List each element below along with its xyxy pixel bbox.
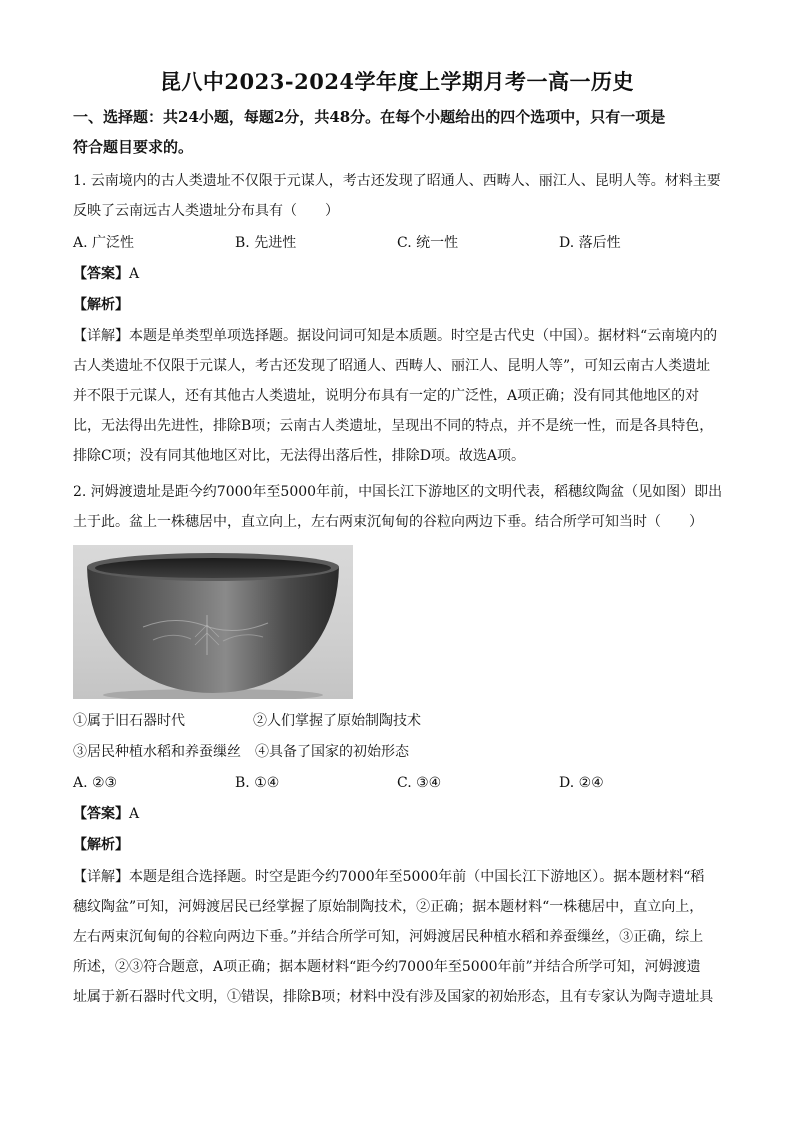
option-c: C. 统一性 — [397, 235, 459, 251]
answer-label: 【答案】 — [73, 266, 129, 282]
detail-line: 比，无法得出先进性，排除B项；云南古人类遗址，呈现出不同的特点，并不是统一性，而是各具特色， — [73, 418, 714, 434]
page-title: 昆八中2023-2024学年度上学期月考一高一历史 — [159, 69, 635, 94]
question-2-statements-1 — [73, 706, 733, 736]
detail-line: 【详解】本题是组合选择题。时空是距今约7000年至5000年前（中国长江下游地区）。据本题材料“稻 — [73, 869, 705, 885]
option-b: B. ①④ — [235, 775, 280, 791]
answer-label: 【答案】 — [73, 806, 129, 822]
detail-line: 【详解】本题是单类型单项选择题。据设问词可知是本质题。时空是古代史（中国）。据材料“云南境内的 — [73, 328, 718, 344]
statement-3-4: ③居民种植水稻和养蚕缫丝 ④具备了国家的初始形态 — [73, 744, 409, 760]
question-2-options — [73, 768, 733, 798]
detail-line: 古人类遗址不仅限于元谋人，考古还发现了昭通人、西畴人、丽江人、昆明人等”，可知云南古人类遗址 — [73, 358, 711, 374]
detail-line: 左右两束沉甸甸的谷粒向两边下垂。”并结合所学可知，河姆渡居民种植水稻和养蚕缫丝，③正确，综上 — [73, 929, 704, 945]
answer-2 — [73, 799, 139, 829]
section-heading-line: 符合题目要求的。 — [73, 138, 194, 156]
detail-line: 并不限于元谋人，还有其他古人类遗址，说明分布具有一定的广泛性，A项正确；没有同其他地区的对 — [73, 388, 700, 404]
analysis-2-label: 【解析】 — [73, 837, 129, 853]
option-c: C. ③④ — [397, 775, 442, 791]
question-1-stem — [73, 166, 723, 226]
option-a: A. ②③ — [73, 775, 118, 791]
detail-line: 址属于新石器时代文明，①错误，排除B项；材料中没有涉及国家的初始形态，且有专家认为陶寺遗址具 — [73, 989, 714, 1005]
rice-pattern-pottery-bowl-photo — [73, 545, 353, 699]
question-line: 1. 云南境内的古人类遗址不仅限于元谋人，考古还发现了昭通人、西畴人、丽江人、昆明人等。材料主要 — [73, 173, 721, 189]
detail-line: 所述，②③符合题意，A项正确；据本题材料“距今约7000年至5000年前”并结合所学可知，河姆渡遗 — [73, 959, 701, 975]
pottery-bowl-image — [73, 545, 353, 699]
statement-2: ②人们掌握了原始制陶技术 — [253, 713, 421, 729]
analysis-1-label: 【解析】 — [73, 297, 129, 313]
option-b: B. 先进性 — [235, 235, 297, 251]
section-heading — [73, 102, 723, 162]
question-line: 土于此。盆上一株穗居中，直立向上，左右两束沉甸甸的谷粒向两边下垂。结合所学可知当时（ ） — [73, 514, 703, 530]
option-d: D. ②④ — [559, 775, 604, 791]
answer-1 — [73, 259, 139, 289]
detail-line: 排除C项；没有同其他地区对比，无法得出落后性，排除D项。故选A项。 — [73, 448, 526, 464]
question-2-detail — [73, 862, 723, 1012]
answer-value: A — [129, 266, 140, 282]
question-line: 反映了云南远古人类遗址分布具有（ ） — [73, 203, 339, 219]
question-2-stem — [73, 477, 723, 537]
section-heading-line: 一、选择题：共24小题，每题2分，共48分。在每个小题给出的四个选项中，只有一项是 — [73, 108, 666, 126]
detail-line: 穗纹陶盆”可知，河姆渡居民已经掌握了原始制陶技术，②正确；据本题材料“一株穗居中，直立向上， — [73, 899, 704, 915]
statement-1: ①属于旧石器时代 — [73, 713, 185, 729]
question-2-statements-2 — [73, 737, 733, 767]
question-1-detail — [73, 321, 723, 471]
answer-value: A — [129, 806, 140, 822]
option-d: D. 落后性 — [559, 235, 621, 251]
question-1-options — [73, 228, 733, 258]
question-line: 2. 河姆渡遗址是距今约7000年至5000年前，中国长江下游地区的文明代表，稻穗纹陶盆（见如图）即出 — [73, 484, 723, 500]
option-a: A. 广泛性 — [73, 235, 135, 251]
